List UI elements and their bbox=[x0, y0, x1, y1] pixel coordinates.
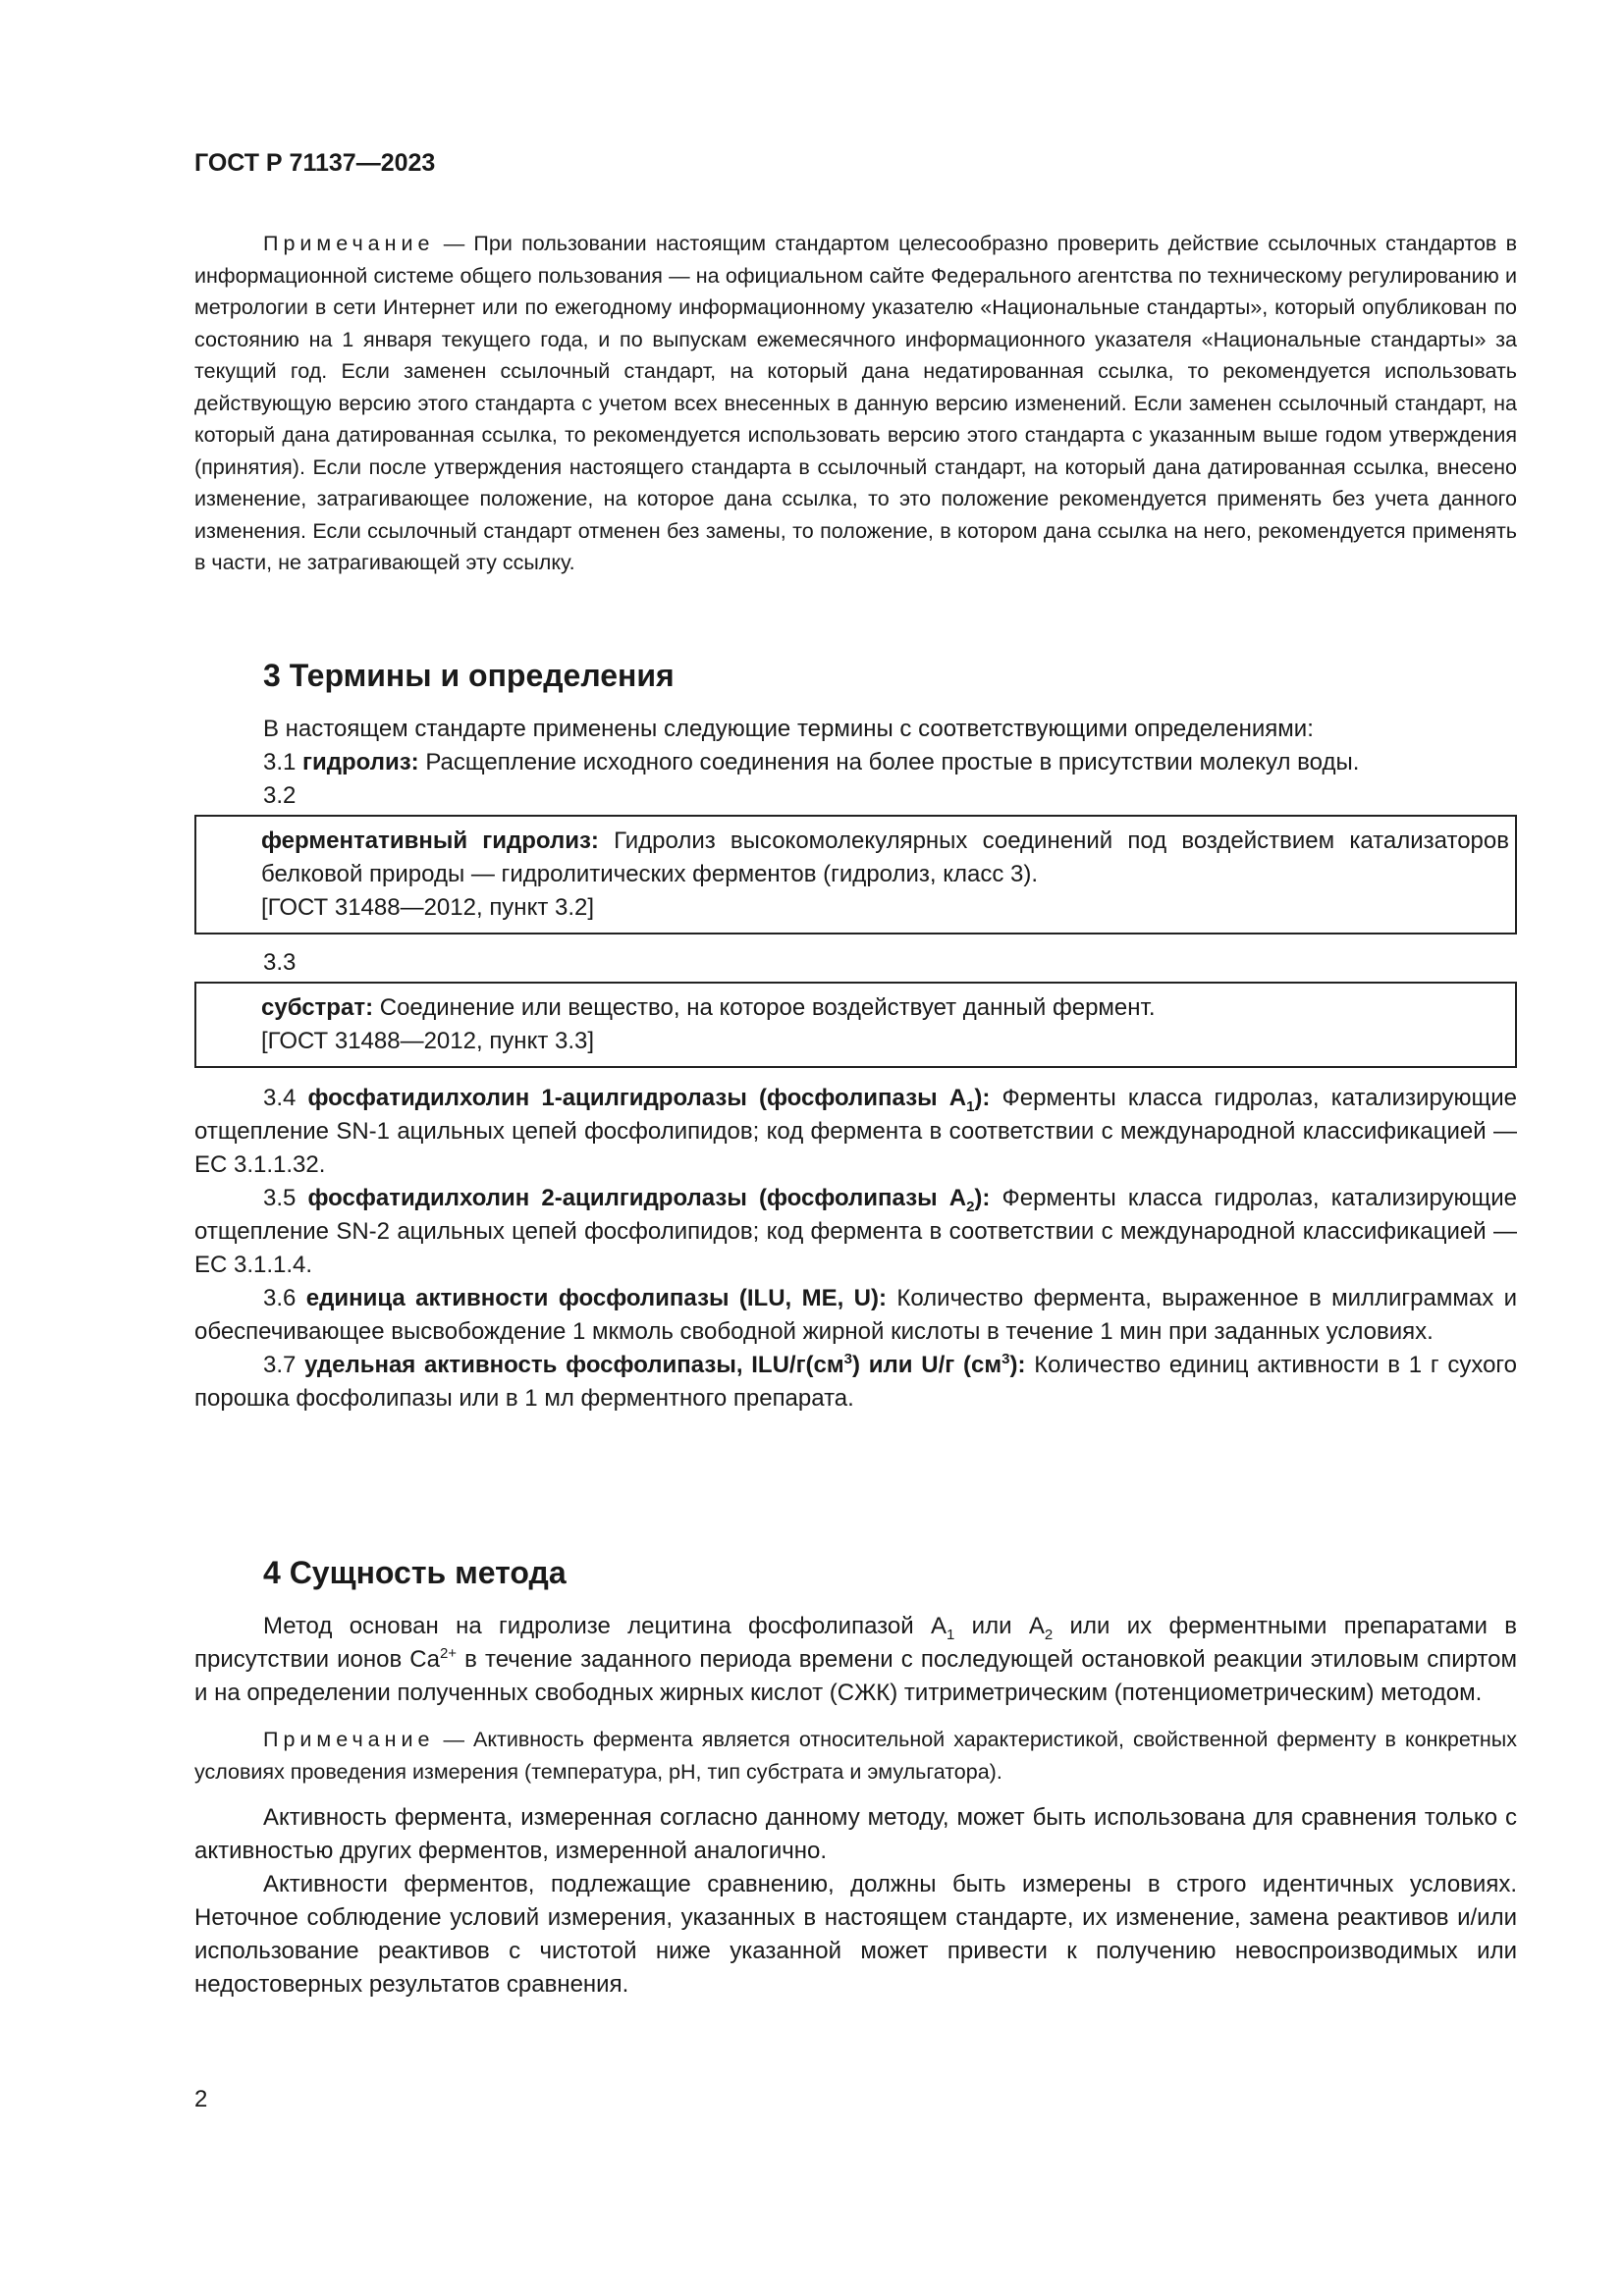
term-3-2-box: ферментативный гидролиз: Гидролиз высокомолекулярных соединений под воздействием катализаторов белковой природы — гидролитических ферментов (гидролиз, класс 3). [ГОСТ 31488—2012, пункт 3.2] bbox=[194, 815, 1517, 934]
section-4-paragraph-2: Активность фермента, измеренная согласно данному методу, может быть использована для сравнения только с активностью других ферментов, измеренной аналогично. bbox=[194, 1804, 1517, 1864]
term-3-7: 3.7 удельная активность фосфолипазы, ILU/$г(см^3)$ или U/г $(см^3)$: Количество единиц активности в 1 г сухого порошка фосфолипазы или в 1 мл ферментного препарата. bbox=[194, 1351, 1518, 1412]
term-3-2-source: [ГОСТ 31488—2012, пункт 3.2] bbox=[261, 894, 595, 921]
term-3-5: 3.5 фосфатидилхолин 2-ацилгидролазы (фосфолипазы $A_2$): Ферменты класса гидролаз, катализирующие отщепление SN-2 ацильных цепей фосфолипидов; код фермента в соответствии с международной классификацией — ЕС 3.1.1.4. bbox=[194, 1185, 1518, 1278]
page-number: 2 bbox=[194, 2086, 208, 2112]
section-4-note: Примечание — Активность фермента является относительной характеристикой, свойственной ферменту в конкретных условиях проведения измерения (температура, pH, тип субстрата и эмульгатора). bbox=[194, 1728, 1517, 1784]
section-3-intro: В настоящем стандарте применены следующие термины с соответствующими определениями: bbox=[263, 716, 1314, 742]
note-label: Примечание bbox=[263, 232, 435, 255]
section-4-title: 4 Сущность метода bbox=[263, 1555, 567, 1590]
term-3-2-num: 3.2 bbox=[263, 782, 297, 809]
term-3-4: 3.4 фосфатидилхолин 1-ацилгидролазы (фосфолипазы $A_1$): Ферменты класса гидролаз, катализирующие отщепление SN-1 ацильных цепей фосфолипидов; код фермента в соответствии с международной классификацией — ЕС 3.1.1.32. bbox=[194, 1085, 1518, 1178]
section-4-paragraph-1: Метод основан на гидролизе лецитина фосфолипазой $A_1$ или $A_2$ или их ферментными препаратами в присутствии ионов $Ca^{2+}$ в течение заданного периода времени с последующей остановкой реакции этиловым спиртом и на определении полученных свободных жирных кислот (СЖК) титриметрическим (потенциометрическим) методом. bbox=[194, 1613, 1517, 1706]
term-3-1: 3.1 гидролиз: Расщепление исходного соединения на более простые в присутствии молекул воды. bbox=[263, 749, 1360, 775]
term-3-6: 3.6 единица активности фосфолипазы (ILU, ME, U): Количество фермента, выраженное в миллиграммах и обеспечивающее высвобождение 1 мкмоль свободной жирной кислоты в течение 1 мин при заданных условиях. bbox=[194, 1285, 1518, 1345]
document-header: ГОСТ Р 71137—2023 bbox=[194, 149, 436, 177]
term-3-3-box: субстрат: Соединение или вещество, на которое воздействует данный фермент. [ГОСТ 31488—2012, пункт 3.3] bbox=[194, 982, 1517, 1068]
note-references bbox=[194, 228, 1517, 579]
term-3-3-num: 3.3 bbox=[263, 949, 297, 976]
section-4 bbox=[194, 1553, 1517, 2002]
section-4-paragraph-3: Активности ферментов, подлежащие сравнению, должны быть измерены в строго идентичных условиях. Неточное соблюдение условий измерения, указанных в настоящем стандарте, их изменение, замена реактивов и/или использование реактивов с чистотой ниже указанной может привести к получению невоспроизводимых или недостоверных результатов сравнения. bbox=[194, 1871, 1517, 1998]
section-3-title: 3 Термины и определения bbox=[263, 658, 675, 693]
term-3-3-source: [ГОСТ 31488—2012, пункт 3.3] bbox=[261, 1028, 595, 1054]
section-3 bbox=[194, 656, 1517, 1415]
note-text: — При пользовании настоящим стандартом целесообразно проверить действие ссылочных стандартов в информационной системе общего пользования — на официальном сайте Федерального агентства по техническому регулированию и метрологии в сети Интернет или по ежегодному информационному указателю «Национальные стандарты», который опубликован по состоянию на 1 января текущего года, и по выпускам ежемесячного информационного указателя «Национальные стандарты» за текущий год. Если заменен ссылочный стандарт, на который дана недатированная ссылка, то рекомендуется использовать действующую версию этого стандарта с учетом всех внесенных в данную версию изменений. Если заменен ссылочный стандарт, на который дана датированная ссылка, то рекомендуется использовать версию этого стандарта с указанным выше годом утверждения (принятия). Если после утверждения настоящего стандарта в ссылочный стандарт, на который дана датированная ссылка, внесено изменение, затрагивающее положение, на которое дана ссылка, то это положение рекомендуется применять без учета данного изменения. Если ссылочный стандарт отменен без замены, то положение, в котором дана ссылка на него, рекомендуется применять в части, не затрагивающей эту ссылку. bbox=[194, 232, 1517, 574]
